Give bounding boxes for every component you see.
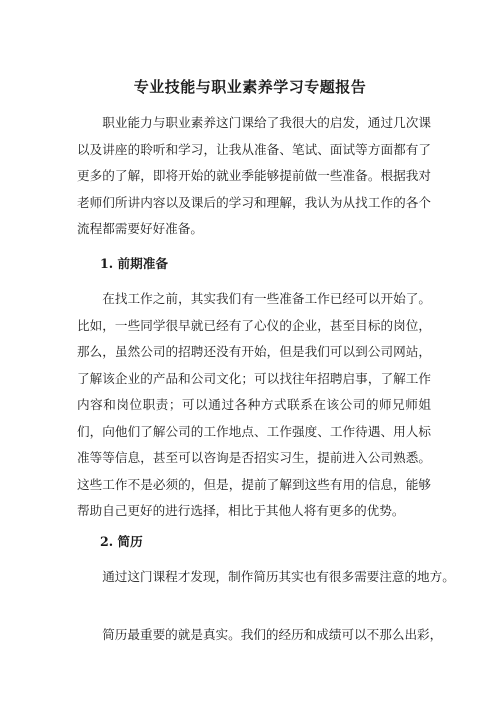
section-paragraph-resume-1: 通过这门课程才发现，制作简历其实也有很多需要注意的地方。 [102,569,455,584]
section-heading-preparation: 1. 前期准备 [100,256,168,271]
section-paragraph-preparation: 在找工作之前，其实我们有一些准备工作已经可以开始了。比如，一些同学很早就已经有了心仪的企业，甚至目标的岗位，那么，虽然公司的招聘还没有开始，但是我们可以到公司网站，了解该企业的产品和公司文化；可以找往年招聘启事，了解工作内容和岗位职责；可以通过各种方式联系在该公司的师兄师姐们，向他们了解公司的工作地点、工作强度、工作待遇、用人标准等等信息，甚至可以咨询是否招实习生，提前进入公司熟悉。这些工作不是必须的，但是，提前了解到这些有用的信息，能够帮助自己更好的进行选择，相比于其他人将有更多的优势。 [77,291,431,518]
section-paragraph-resume-2: 简历最重要的就是真实。我们的经历和成绩可以不那么出彩， [102,627,443,642]
intro-paragraph: 职业能力与职业素养这门课给了我很大的启发，通过几次课以及讲座的聆听和学习，让我从准备、笔试、面试等方面都有了更多的了解，即将开始的就业季能够提前做一些准备。根据我对老师们所讲内容以及课后的学习和理解，我认为从找工作的各个流程都需要好好准备。 [77,115,431,236]
section-heading-resume: 2. 简历 [100,534,143,549]
document-title: 专业技能与职业素养学习专题报告 [133,78,367,96]
